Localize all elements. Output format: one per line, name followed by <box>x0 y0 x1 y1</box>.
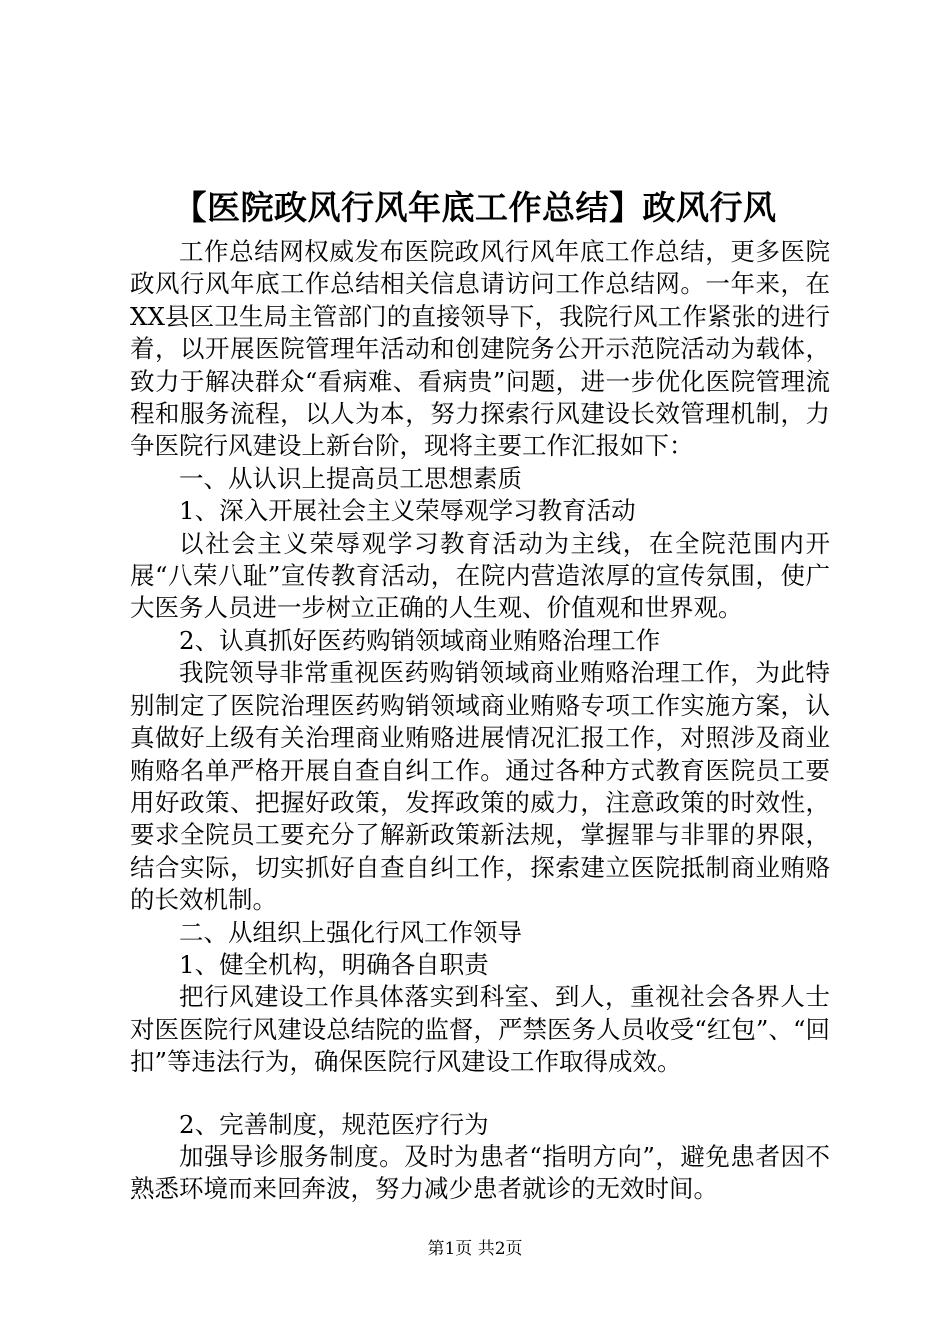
body-paragraph-1-2: 我院领导非常重视医药购销领域商业贿赂治理工作，为此特别制定了医院治理医药购销领域商业贿赂专项工作实施方案，认真做好上级有关治理商业贿赂进展情况汇报工作，对照涉及商业贿赂名单严格开展自查自纠工作。通过各种方式教育医院员工要用好政策、把握好政策，发挥政策的威力，注意政策的时效性，要求全院员工要充分了解新政策新法规，掌握罪与非罪的界限，结合实际，切实抓好自查自纠工作，探索建立医院抵制商业贿赂的长效机制。 <box>130 658 830 915</box>
intro-paragraph: 工作总结网权威发布医院政风行风年底工作总结，更多医院政风行风年底工作总结相关信息请访问工作总结网。一年来，在XX县区卫生局主管部门的直接领导下，我院行风工作紧张的进行着，以开展医院管理年活动和创建院务公开示范院活动为载体，致力于解决群众“看病难、看病贵”问题，进一步优化医院管理流程和服务流程，以人为本，努力探索行风建设长效管理机制，力争医院行风建设上新台阶，现将主要工作汇报如下： <box>130 237 830 461</box>
document-title: 【医院政风行风年底工作总结】政风行风 <box>173 188 777 227</box>
body-paragraph-1-1: 以社会主义荣辱观学习教育活动为主线，在全院范围内开展“八荣八耻”宣传教育活动，在院内营造浓厚的宣传氛围，使广大医务人员进一步树立正确的人生观、价值观和世界观。 <box>130 528 830 623</box>
subsection-heading-1-1: 1、深入开展社会主义荣辱观学习教育活动 <box>179 496 636 526</box>
body-paragraph-2-1: 把行风建设工作具体落实到科室、到人，重视社会各界人士对医医院行风建设总结院的监督，严禁医务人员收受“红包”、“回扣”等违法行为，确保医院行风建设工作取得成效。 <box>130 982 830 1077</box>
document-body <box>130 236 830 1206</box>
subsection-heading-1-2: 2、认真抓好医药购销领域商业贿赂治理工作 <box>179 625 661 655</box>
body-paragraph-2-2: 加强导诊服务制度。及时为患者“指明方向”，避免患者因不熟悉环境而来回奔波，努力减少患者就诊的无效时间。 <box>130 1141 830 1204</box>
subsection-heading-2-1: 1、健全机构，明确各自职责 <box>179 949 489 979</box>
section-heading-2: 二、从组织上强化行风工作领导 <box>179 917 522 947</box>
section-heading-1: 一、从认识上提高员工思想素质 <box>179 463 522 493</box>
subsection-heading-2-2: 2、完善制度，规范医疗行为 <box>179 1109 489 1139</box>
page-number-footer: 第1页 共2页 <box>427 1239 523 1259</box>
